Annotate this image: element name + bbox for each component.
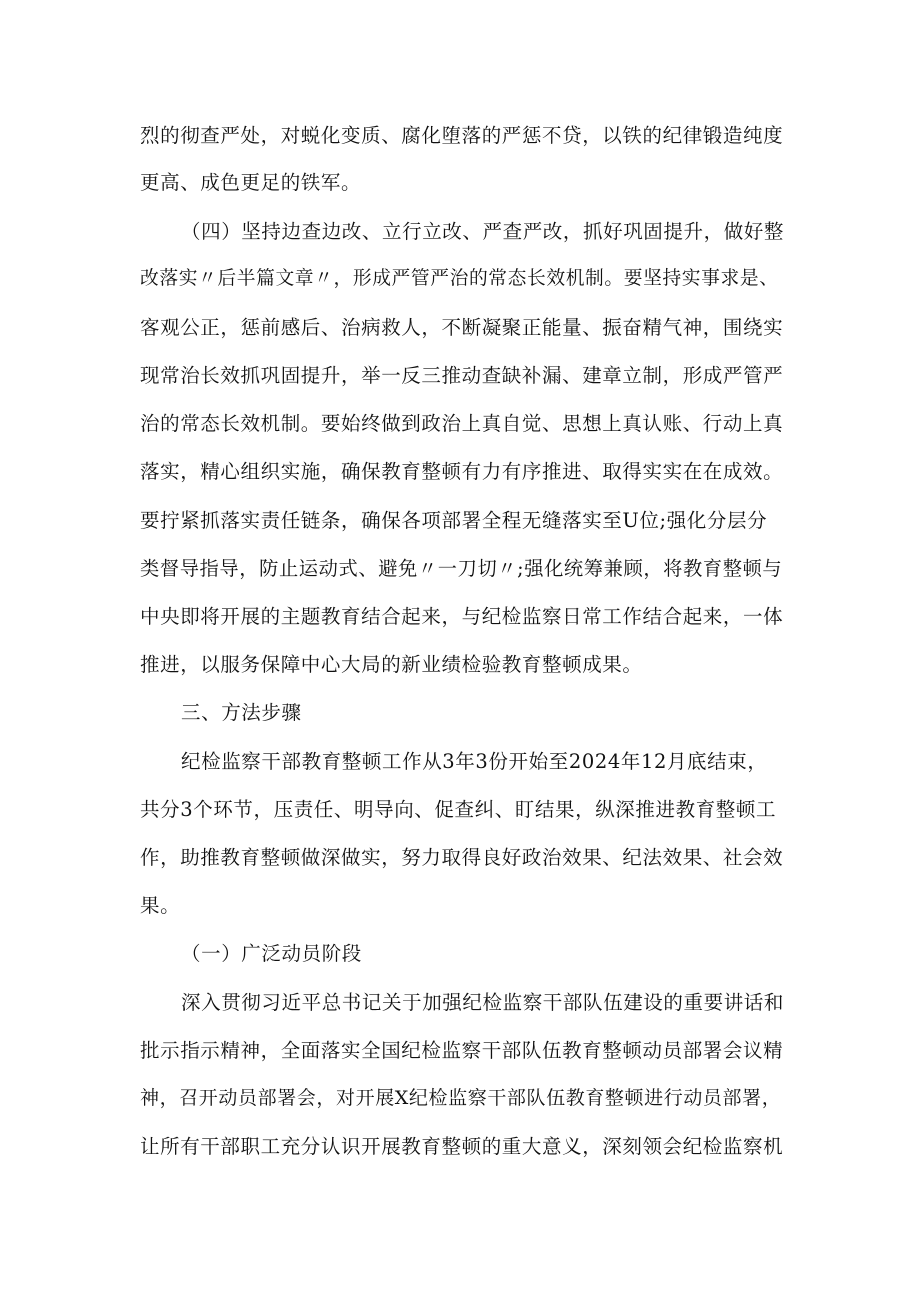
body-text-line: 作，助推教育整顿做深做实，努力取得良好政治效果、纪法效果、社会效 [140, 846, 784, 869]
body-text-line: 中央即将开展的主题教育结合起来，与纪检监察日常工作结合起来，一体 [140, 605, 784, 628]
body-text-line: 治的常态长效机制。要始终做到政治上真自觉、思想上真认账、行动上真 [140, 412, 784, 435]
body-text-line: 落实，精心组织实施，确保教育整顿有力有序推进、取得实实在在成效。 [140, 460, 784, 483]
body-text-line: 现常治长效抓巩固提升，举一反三推动查缺补漏、建章立制，形成严管严 [140, 364, 784, 387]
body-text-line: 更高、成色更足的铁军。 [140, 171, 362, 194]
body-text-line: 果。 [140, 894, 181, 917]
body-text-line: 类督导指导，防止运动式、避免〃一刀切〃;强化统筹兼顾，将教育整顿与 [140, 557, 783, 580]
section-heading-4: （四）坚持边查边改、立行立改、严查严改，抓好巩固提升，做好整 [181, 220, 785, 243]
body-text-line: 让所有干部职工充分认识开展教育整顿的重大意义，深刻领会纪检监察机 [140, 1135, 784, 1158]
subsection-heading-1: （一）广泛动员阶段 [181, 942, 362, 965]
body-text-line: 推进，以服务保障中心大局的新业绩检验教育整顿成果。 [140, 653, 643, 676]
body-text-line: 神，召开动员部署会，对开展X纪检监察干部队伍教育整顿进行动员部署， [140, 1087, 782, 1109]
body-text-line: 共分3个环节，压责任、明导向、促查纠、盯结果，纵深推进教育整顿工 [140, 798, 777, 821]
body-text-line: 要拧紧抓落实责任链条，确保各项部署全程无缝落实至U位;强化分层分 [140, 509, 768, 532]
body-text-line: 改落实〃后半篇文章〃，形成严管严治的常态长效机制。要坚持实事求是、 [140, 268, 779, 289]
body-text-line: 批示指示精神，全面落实全国纪检监察干部队伍教育整顿动员部署会议精 [140, 1039, 784, 1062]
body-text-line: 纪检监察干部教育整顿工作从3年3份开始至2024年12月底结束， [181, 750, 768, 773]
body-text-line: 客观公正，惩前感后、治病救人，不断凝聚正能量、振奋精气神，围绕实 [140, 316, 784, 339]
body-text-line: 深入贯彻习近平总书记关于加强纪检监察干部队伍建设的重要讲话和 [181, 991, 785, 1014]
section-heading-3: 三、方法步骤 [181, 701, 302, 724]
body-text-line: 烈的彻查严处，对蜕化变质、腐化堕落的严惩不贷，以铁的纪律锻造纯度 [140, 124, 784, 147]
